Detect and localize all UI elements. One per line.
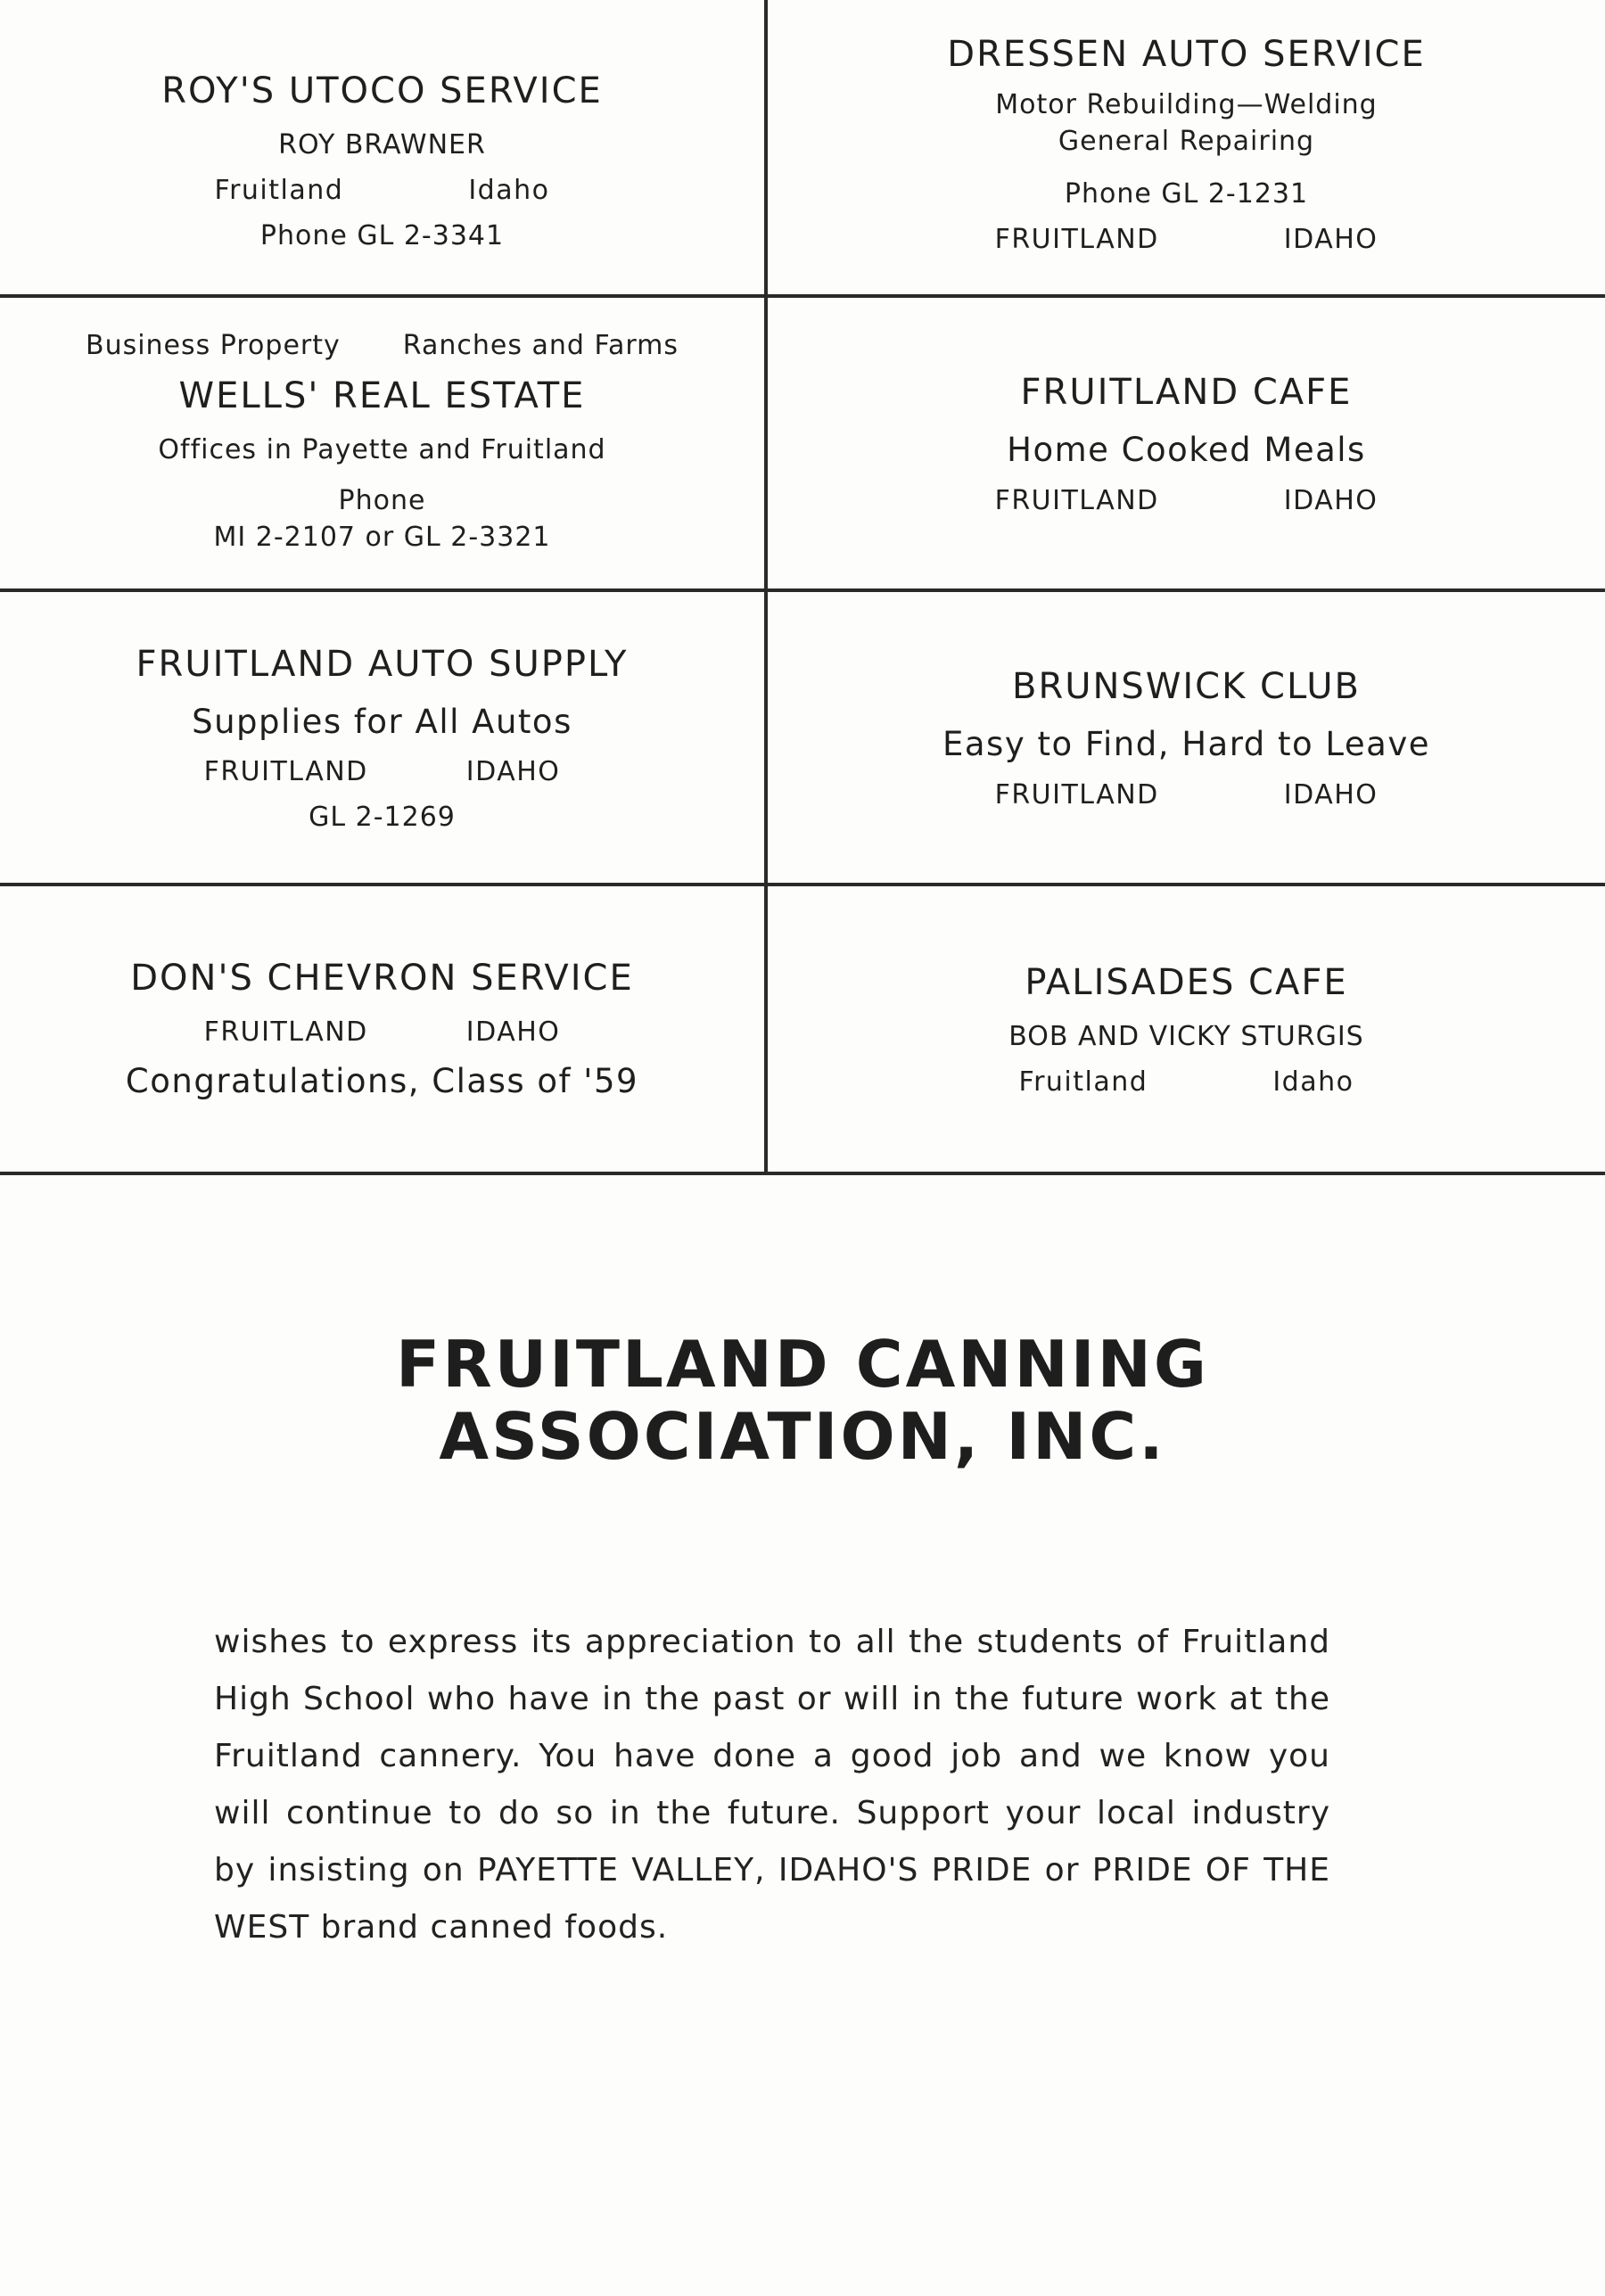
- ad-name: DRESSEN AUTO SERVICE: [947, 34, 1426, 75]
- ad-message: Congratulations, Class of '59: [125, 1062, 639, 1101]
- ad-location: [995, 779, 1379, 811]
- ad-town: FRUITLAND: [994, 484, 1159, 516]
- ad-slogan: Easy to Find, Hard to Leave: [942, 725, 1430, 764]
- ad-state: IDAHO: [465, 756, 561, 788]
- ad-state: Idaho: [468, 174, 550, 206]
- feature-title-line-2: ASSOCIATION, INC.: [439, 1398, 1166, 1474]
- ad-town: FRUITLAND: [994, 224, 1159, 255]
- ad-town: FRUITLAND: [994, 778, 1159, 811]
- ad-name: PALISADES CAFE: [1025, 962, 1348, 1003]
- ad-name: FRUITLAND CAFE: [1020, 372, 1353, 414]
- ad-phone: Phone GL 2-3341: [259, 219, 505, 251]
- ad-location: [995, 224, 1379, 255]
- ad-name: BRUNSWICK CLUB: [1012, 666, 1361, 708]
- ad-phone: MI 2-2107 or GL 2-3321: [213, 522, 551, 553]
- ad-state: IDAHO: [1283, 778, 1379, 811]
- ad-brunswick-club: [768, 592, 1605, 883]
- ad-services: [995, 86, 1377, 160]
- ad-town: FRUITLAND: [203, 1016, 368, 1049]
- ad-tag-right: Ranches and Farms: [402, 330, 679, 361]
- ad-location: [204, 756, 561, 787]
- ad-state: IDAHO: [1283, 224, 1379, 255]
- ad-name: ROY'S UTOCO SERVICE: [161, 70, 603, 111]
- ad-state: IDAHO: [465, 1016, 561, 1049]
- feature-title-line-1: FRUITLAND CANNING: [396, 1327, 1209, 1402]
- row-divider: [0, 1172, 1605, 1175]
- ad-location: [1019, 1066, 1354, 1098]
- ad-services-line-2: General Repairing: [1058, 126, 1315, 157]
- ad-tag-left: Business Property: [85, 330, 341, 361]
- ad-phone-label: Phone: [338, 485, 426, 516]
- ad-phone-block: [213, 481, 550, 556]
- ad-state: Idaho: [1272, 1066, 1354, 1098]
- feature-ad-title: [0, 1329, 1605, 1472]
- ad-location: [215, 175, 550, 206]
- ad-dons-chevron-service: [0, 886, 764, 1172]
- ad-owner: ROY BRAWNER: [278, 128, 486, 160]
- ad-state: IDAHO: [1283, 484, 1379, 516]
- ad-town: Fruitland: [214, 174, 344, 206]
- ad-town: Fruitland: [1018, 1066, 1148, 1098]
- ad-location: [204, 1016, 561, 1048]
- ad-services-line-1: Motor Rebuilding—Welding: [995, 89, 1378, 120]
- ad-name: FRUITLAND AUTO SUPPLY: [136, 643, 629, 685]
- ad-offices: Offices in Payette and Fruitland: [158, 434, 606, 465]
- ad-palisades-cafe: [768, 886, 1605, 1172]
- ad-tags: [86, 330, 679, 361]
- ad-owners: BOB AND VICKY STURGIS: [1008, 1021, 1364, 1052]
- ad-roys-utoco-service: [0, 0, 764, 294]
- ad-dressen-auto-service: [768, 0, 1605, 294]
- ad-fruitland-auto-supply: [0, 592, 764, 883]
- ad-town: FRUITLAND: [203, 756, 368, 788]
- ad-name: WELLS' REAL ESTATE: [178, 375, 586, 416]
- ad-phone: Phone GL 2-1231: [1064, 178, 1309, 210]
- feature-ad-body: wishes to express its appreciation to all the students of Fruitland High School who have in the past or will in the future work at the Fruitland cannery. You have done a good job and we know you will continue to do so in the future. Support your local industry by insisting on PAYETTE VALLEY, IDAHO'S PRIDE or PRIDE OF THE WEST brand canned foods.: [214, 1624, 1330, 1946]
- ad-slogan: Supplies for All Autos: [192, 702, 572, 741]
- ad-slogan: Home Cooked Meals: [1007, 431, 1366, 470]
- ad-fruitland-cafe: [768, 298, 1605, 588]
- ad-wells-real-estate: [0, 298, 764, 588]
- ad-name: DON'S CHEVRON SERVICE: [130, 958, 634, 1000]
- ad-phone: GL 2-1269: [309, 802, 456, 834]
- ad-location: [995, 485, 1379, 516]
